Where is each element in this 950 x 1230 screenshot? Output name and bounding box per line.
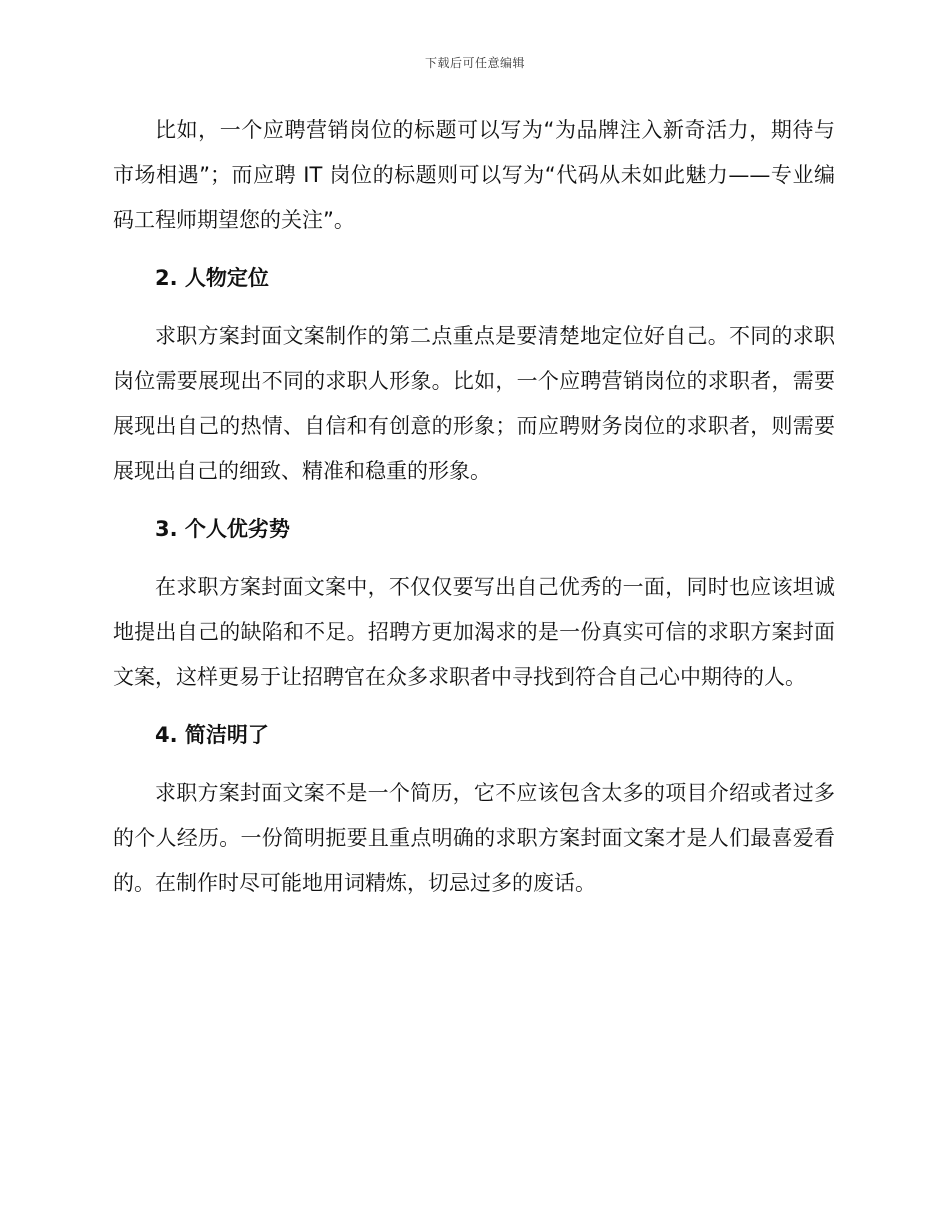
section-heading-4: 4. 简洁明了	[155, 723, 269, 747]
spacer	[113, 552, 835, 565]
spacer	[113, 700, 835, 713]
intro-paragraph: 比如，一个应聘营销岗位的标题可以写为“为品牌注入新奇活力，期待与市场相遇”；而应聘 IT 岗位的标题则可以写为“代码从未如此魅力——专业编码工程师期望您的关注”。	[113, 118, 835, 232]
header-note: 下载后可任意编辑	[424, 56, 525, 70]
document-body	[113, 108, 835, 906]
section-heading-3: 3. 个人优劣势	[155, 517, 290, 541]
spacer	[113, 243, 835, 256]
section-heading-2: 2. 人物定位	[155, 266, 269, 290]
spacer	[113, 494, 835, 507]
spacer	[113, 758, 835, 771]
section-paragraph-3: 在求职方案封面文案中，不仅仅要写出自己优秀的一面，同时也应该坦诚地提出自己的缺陷和不足。招聘方更加渴求的是一份真实可信的求职方案封面文案，这样更易于让招聘官在众多求职者中寻找到符合自己心中期待的人。	[113, 575, 835, 689]
spacer	[113, 301, 835, 314]
section-paragraph-4: 求职方案封面文案不是一个简历，它不应该包含太多的项目介绍或者过多的个人经历。一份简明扼要且重点明确的求职方案封面文案才是人们最喜爱看的。在制作时尽可能地用词精炼，切忌过多的废话。	[113, 781, 835, 895]
section-paragraph-2: 求职方案封面文案制作的第二点重点是要清楚地定位好自己。不同的求职岗位需要展现出不同的求职人形象。比如，一个应聘营销岗位的求职者，需要展现出自己的热情、自信和有创意的形象；而应聘财务岗位的求职者，则需要展现出自己的细致、精准和稳重的形象。	[113, 324, 835, 483]
